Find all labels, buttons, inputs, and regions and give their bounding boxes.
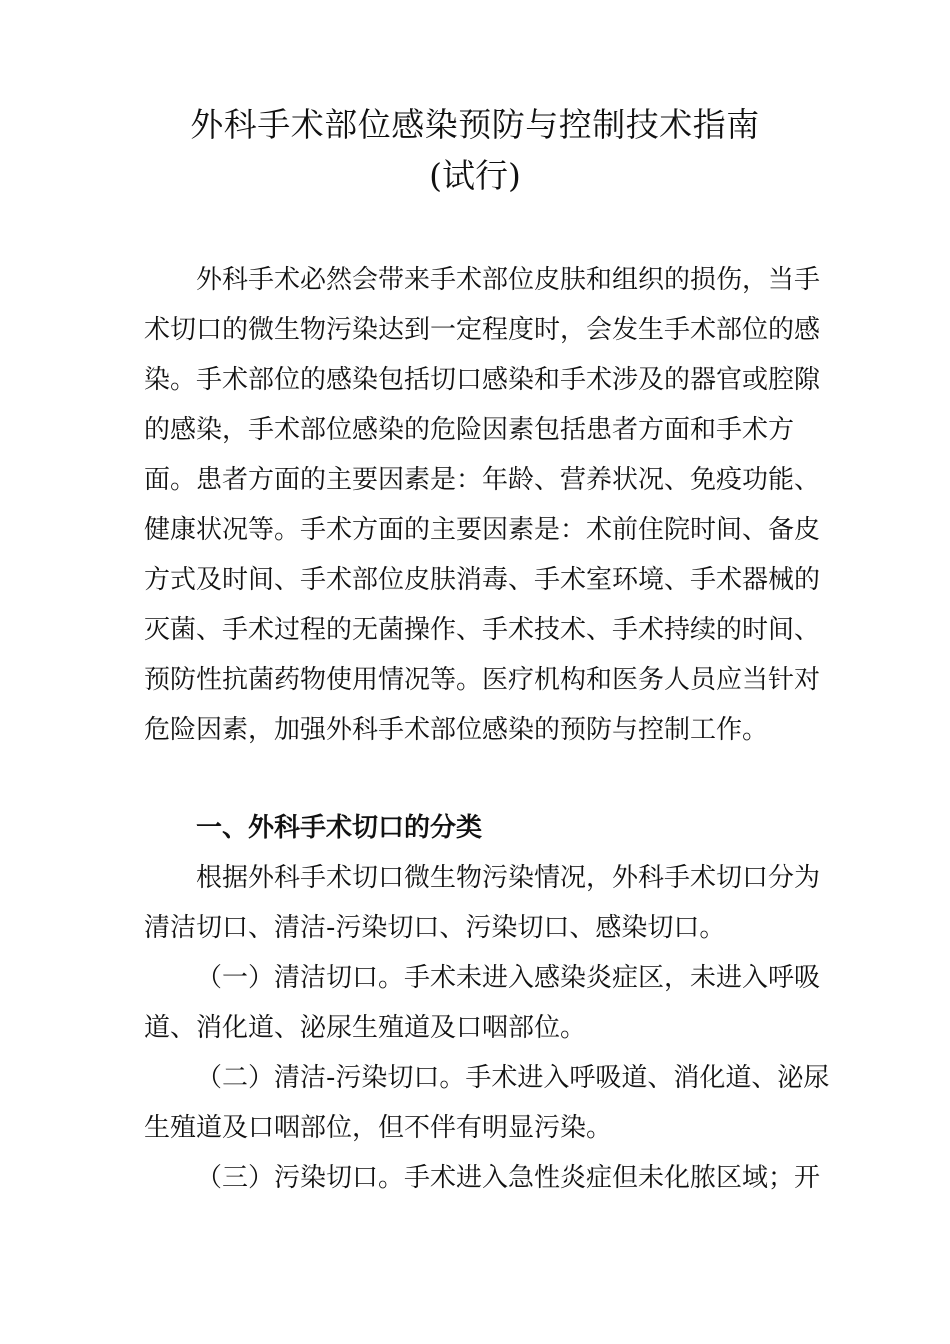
paragraph-line: 外科手术必然会带来手术部位皮肤和组织的损伤，当手: [196, 265, 821, 295]
section-heading: 一、外科手术切口的分类: [196, 813, 483, 843]
paragraph-line: 术切口的微生物污染达到一定程度时，会发生手术部位的感: [144, 315, 821, 345]
paragraph-line: 面。患者方面的主要因素是：年龄、营养状况、免疫功能、: [144, 465, 821, 495]
paragraph-line: 危险因素，加强外科手术部位感染的预防与控制工作。: [144, 715, 769, 745]
paragraph-line: 健康状况等。手术方面的主要因素是：术前住院时间、备皮: [144, 515, 821, 545]
paragraph-line: 生殖道及口咽部位，但不伴有明显污染。: [144, 1113, 613, 1143]
paragraph-line: （三）污染切口。手术进入急性炎症但未化脓区域；开: [196, 1163, 821, 1193]
paragraph-line: 预防性抗菌药物使用情况等。医疗机构和医务人员应当针对: [144, 665, 821, 695]
paragraph-line: 的感染，手术部位感染的危险因素包括患者方面和手术方: [144, 415, 795, 445]
paragraph-line: 根据外科手术切口微生物污染情况，外科手术切口分为: [196, 863, 821, 893]
document-title: 外科手术部位感染预防与控制技术指南: [190, 105, 760, 144]
paragraph-line: 灭菌、手术过程的无菌操作、手术技术、手术持续的时间、: [144, 615, 821, 645]
paragraph-line: 方式及时间、手术部位皮肤消毒、手术室环境、手术器械的: [144, 565, 821, 595]
document-subtitle: (试行): [429, 156, 521, 195]
paragraph-line: 道、消化道、泌尿生殖道及口咽部位。: [144, 1013, 587, 1043]
paragraph-line: 清洁切口、清洁-污染切口、污染切口、感染切口。: [144, 913, 726, 943]
paragraph-line: （二）清洁-污染切口。手术进入呼吸道、消化道、泌尿: [196, 1063, 830, 1093]
paragraph-line: 染。手术部位的感染包括切口感染和手术涉及的器官或腔隙: [144, 365, 821, 395]
paragraph-line: （一）清洁切口。手术未进入感染炎症区，未进入呼吸: [196, 963, 821, 993]
